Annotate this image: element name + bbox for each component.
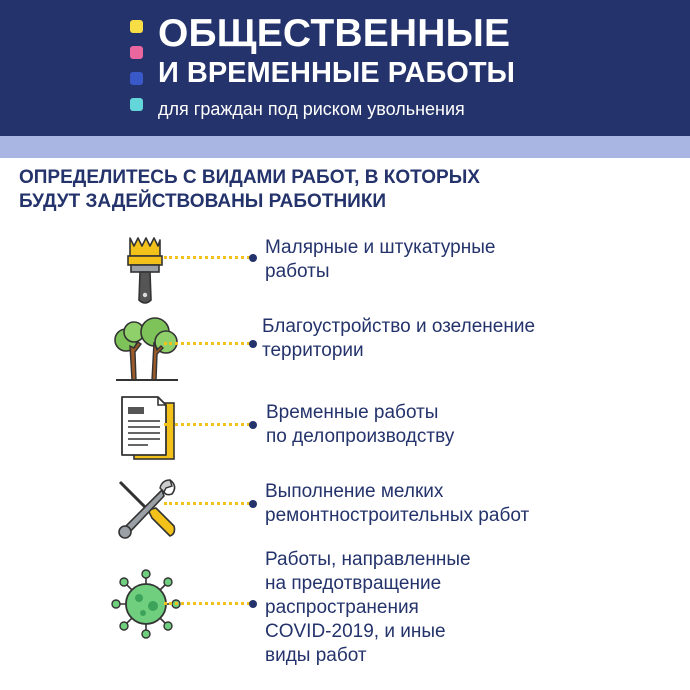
yellow-square-icon: [130, 20, 143, 33]
list-item-painting: [0, 226, 690, 316]
header-accent-band: [0, 136, 690, 158]
bullet-dot: [249, 254, 257, 262]
page-subtitle: для граждан под риском увольнения: [158, 99, 465, 119]
section-title-line1: ОПРЕДЕЛИТЕСЬ С ВИДАМИ РАБОТ, В КОТОРЫХ: [19, 167, 480, 188]
item-label: Выполнение мелких ремонтностроительных работ: [265, 481, 530, 526]
list-item-landscaping: [0, 308, 690, 398]
connector-dots: [164, 502, 250, 505]
bullet-dot: [249, 500, 257, 508]
list-item-paperwork: [0, 391, 690, 481]
connector-dots: [164, 602, 250, 605]
trees-icon: [110, 312, 182, 384]
item-label: Работы, направленные на предотвращение распространения COVID-2019, и иные виды работ: [265, 549, 471, 666]
blue-square-icon: [130, 72, 143, 85]
bullet-dot: [249, 340, 257, 348]
bullet-dot: [249, 421, 257, 429]
item-label: Малярные и штукатурные работы: [265, 237, 496, 282]
connector-dots: [164, 256, 250, 259]
cyan-square-icon: [130, 98, 143, 111]
section-title: [19, 166, 579, 214]
connector-dots: [164, 423, 250, 426]
page-title: ОБЩЕСТВЕННЫЕ: [158, 12, 511, 55]
page-title-line2: И ВРЕМЕННЫЕ РАБОТЫ: [158, 57, 515, 89]
list-item-repairs: [0, 470, 690, 560]
item-label: Благоустройство и озеленение территории: [262, 316, 536, 361]
header-banner: [0, 0, 690, 136]
bullet-dot: [249, 600, 257, 608]
pink-square-icon: [130, 46, 143, 59]
connector-dots: [164, 342, 250, 345]
item-label: Временные работы по делопроизводству: [266, 402, 455, 447]
section-title-line2: БУДУТ ЗАДЕЙСТВОВАНЫ РАБОТНИКИ: [19, 191, 387, 212]
documents-icon: [110, 393, 182, 465]
paintbrush-icon: [110, 232, 182, 304]
tools-icon: [110, 474, 182, 546]
list-item-covid: [0, 548, 690, 668]
